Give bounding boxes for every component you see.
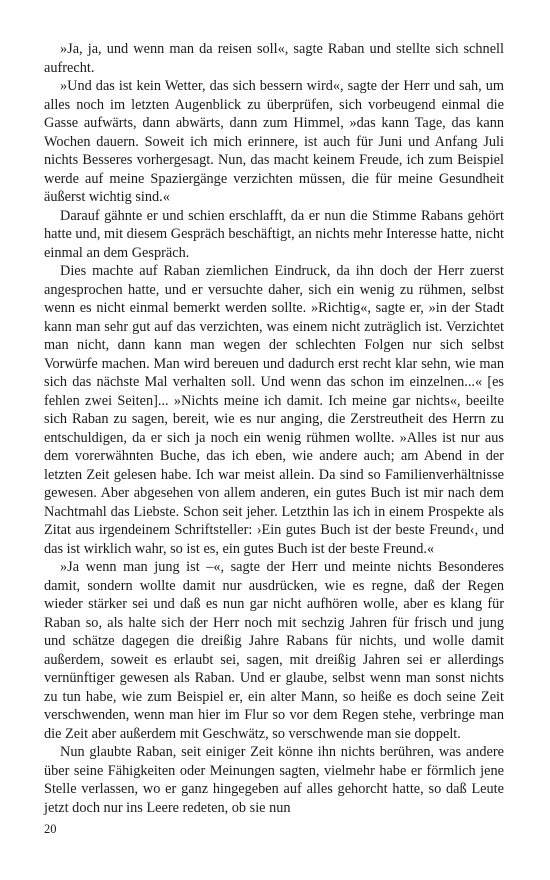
page-body xyxy=(44,40,504,817)
paragraph: Darauf gähnte er und schien erschlafft, da er nun die Stimme Rabans gehört hatte und, mit diesem Gespräch beschäftigt, an nichts mehr Interesse hatte, nicht einmal an dem Gespräch. xyxy=(44,207,504,261)
paragraph: »Ja wenn man jung ist –«, sagte der Herr und meinte nichts Besonderes damit, sondern wollte damit nur ausdrücken, wie es regne, daß der Regen wieder stärker sei und daß es nun gar nicht aufhören wolle, aber es klang für Raban so, als halte sich der Herr noch mit sechzig Jahren für frisch und jung und schätze dagegen die dreißig Jahre Rabans für nichts, und wolle damit außerdem, soweit es erlaubt sei, sagen, mit dreißig Jahren sei er allerdings vernünftiger gewesen als Raban. Und er glaube, selbst wenn man sonst nichts zu tun habe, wie zum Beispiel er, ein alter Mann, so heiße es doch seine Zeit verschwenden, wenn man hier im Flur so vor dem Regen stehe, verbringe man die Zeit aber außerdem mit Geschwätz, so verschwende man sie doppelt. xyxy=(44,559,504,742)
paragraph: »Ja, ja, und wenn man da reisen soll«, sagte Raban und stellte sich schnell aufrecht. xyxy=(44,41,504,76)
paragraph: Dies machte auf Raban ziemlichen Eindruck, da ihn doch der Herr zuerst angesprochen hatte, und er versuchte daher, sich ein wenig zu rühmen, selbst wenn es nicht einmal bemerkt werden sollte. »Richtig«, sagte er, »in der Stadt kann man sehr gut auf das verzichten, was einem nicht zuträglich ist. Verzichtet man nicht, dann kann man wegen der schlechten Folgen nur sich selbst Vorwürfe machen. Man wird bereuen und dadurch erst recht klar sehn, wie man sich das nächste Mal verhalten soll. Und wenn das schon im einzelnen...« [es fehlen zwei Seiten]... »Nichts meine ich damit. Ich meine gar nichts«, beeilte sich Raban zu sagen, bereit, wie es nur anging, die Zerstreutheit des Herrn zu entschuldigen, da er sich ja noch ein wenig rühmen wollte. »Alles ist nur aus dem vorerwähnten Buche, das ich eben, wie andere auch; am Abend in der letzten Zeit gelesen habe. Ich war meist allein. Da sind so Familienverhältnisse gewesen. Aber abgesehen von allem anderen, ein gutes Buch ist mir nach dem Nachtmahl das Liebste. Schon seit jeher. Letzthin las ich in einem Prospekte als Zitat aus irgendeinem Schriftsteller: ›Ein gutes Buch ist der beste Freund‹, und das ist wirklich wahr, so ist es, ein gutes Buch ist der beste Freund.« xyxy=(44,263,504,557)
paragraph: »Und das ist kein Wetter, das sich bessern wird«, sagte der Herr und sah, um alles noch im letzten Augenblick zu überprüfen, sich vorbeugend einmal die Gasse aufwärts, dann abwärts, dann zum Himmel, »das kann Tage, das kann Wochen dauern. Soweit ich mich erinnere, ist auch für Juni und Anfang Juli nichts Besseres vorhergesagt. Nun, das macht keinem Freude, ich zum Beispiel werde auf meine Spaziergänge verzichten müssen, die für meine Gesundheit äußerst wichtig sind.« xyxy=(44,78,504,205)
page-number: 20 xyxy=(44,822,57,836)
paragraph: Nun glaubte Raban, seit einiger Zeit könne ihn nichts berühren, was andere über seine Fähigkeiten oder Meinungen sagten, vielmehr habe er förmlich jene Stelle verlassen, wo er ganz hingegeben auf alles gehorcht hatte, so daß Leute jetzt doch nur ins Leere redeten, ob sie nun xyxy=(44,744,504,816)
